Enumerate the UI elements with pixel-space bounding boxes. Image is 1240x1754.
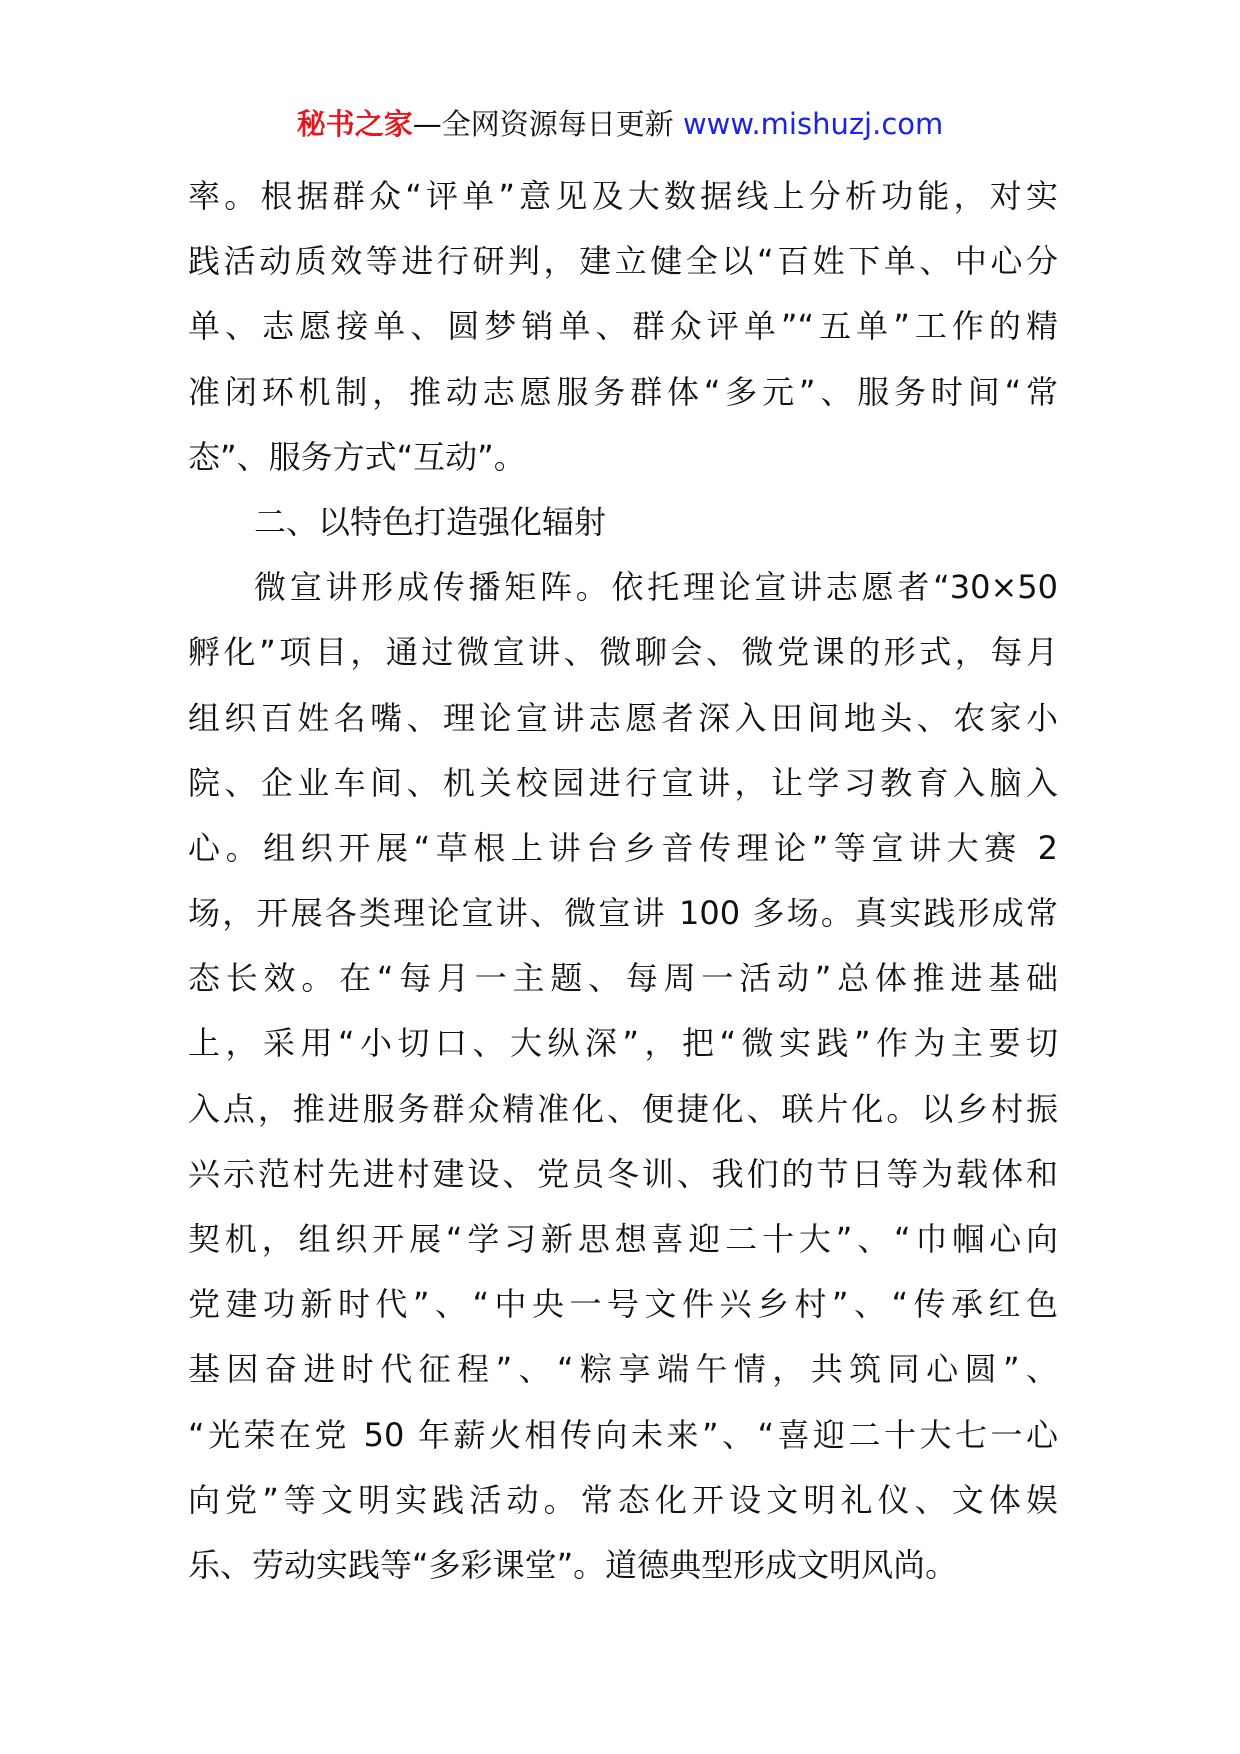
body-line: 上，采用“小切口、大纵深”，把“微实践”作为主要切 bbox=[188, 1024, 1058, 1063]
body-line: 微宣讲形成传播矩阵。依托理论宣讲志愿者“30×50 bbox=[254, 568, 1058, 607]
body-line: 院、企业车间、机关校园进行宣讲，让学习教育入脑入 bbox=[188, 763, 1058, 802]
body-line: 准闭环机制，推动志愿服务群体“多元”、服务时间“常 bbox=[188, 372, 1058, 411]
body-line: 态”、服务方式“互动”。 bbox=[188, 437, 526, 476]
body-line: 组织百姓名嘴、理论宣讲志愿者深入田间地头、农家小 bbox=[188, 698, 1058, 737]
document-body bbox=[188, 164, 1058, 1598]
section-heading: 二、以特色打造强化辐射 bbox=[254, 502, 607, 541]
body-line: 向党”等文明实践活动。常态化开设文明礼仪、文体娱 bbox=[188, 1480, 1058, 1519]
body-line: 心。组织开展“草根上讲台乡音传理论”等宣讲大赛 2 bbox=[188, 828, 1058, 867]
body-line: 场，开展各类理论宣讲、微宣讲 100 多场。真实践形成常 bbox=[188, 894, 1058, 933]
brand-name: 秘书之家 bbox=[296, 107, 413, 141]
body-line: 入点，推进服务群众精准化、便捷化、联片化。以乡村振 bbox=[188, 1089, 1058, 1128]
body-line: 兴示范村先进村建设、党员冬训、我们的节日等为载体和 bbox=[188, 1154, 1058, 1193]
body-line: 单、志愿接单、圆梦销单、群众评单”“五单”工作的精 bbox=[188, 307, 1058, 346]
body-line: 态长效。在“每月一主题、每周一活动”总体推进基础 bbox=[188, 959, 1058, 998]
body-line: 契机，组织开展“学习新思想喜迎二十大”、“巾帼心向 bbox=[188, 1220, 1058, 1258]
body-line: “光荣在党 50 年薪火相传向未来”、“喜迎二十大七一心 bbox=[188, 1415, 1058, 1454]
body-line: 基因奋进时代征程”、“粽享端午情，共筑同心圆”、 bbox=[188, 1350, 1058, 1389]
header-slogan: —全网资源每日更新 bbox=[412, 107, 674, 141]
body-line: 党建功新时代”、“中央一号文件兴乡村”、“传承红色 bbox=[188, 1285, 1058, 1324]
body-line: 乐、劳动实践等“多彩课堂”。道德典型形成文明风尚。 bbox=[188, 1545, 958, 1584]
body-line: 孵化”项目，通过微宣讲、微聊会、微党课的形式，每月 bbox=[188, 633, 1058, 672]
body-line: 率。根据群众“评单”意见及大数据线上分析功能，对实 bbox=[188, 177, 1058, 215]
body-line: 践活动质效等进行研判，建立健全以“百姓下单、中心分 bbox=[188, 242, 1058, 281]
site-url-link[interactable]: www.mishuzj.com bbox=[682, 107, 944, 141]
site-header bbox=[0, 102, 1240, 146]
